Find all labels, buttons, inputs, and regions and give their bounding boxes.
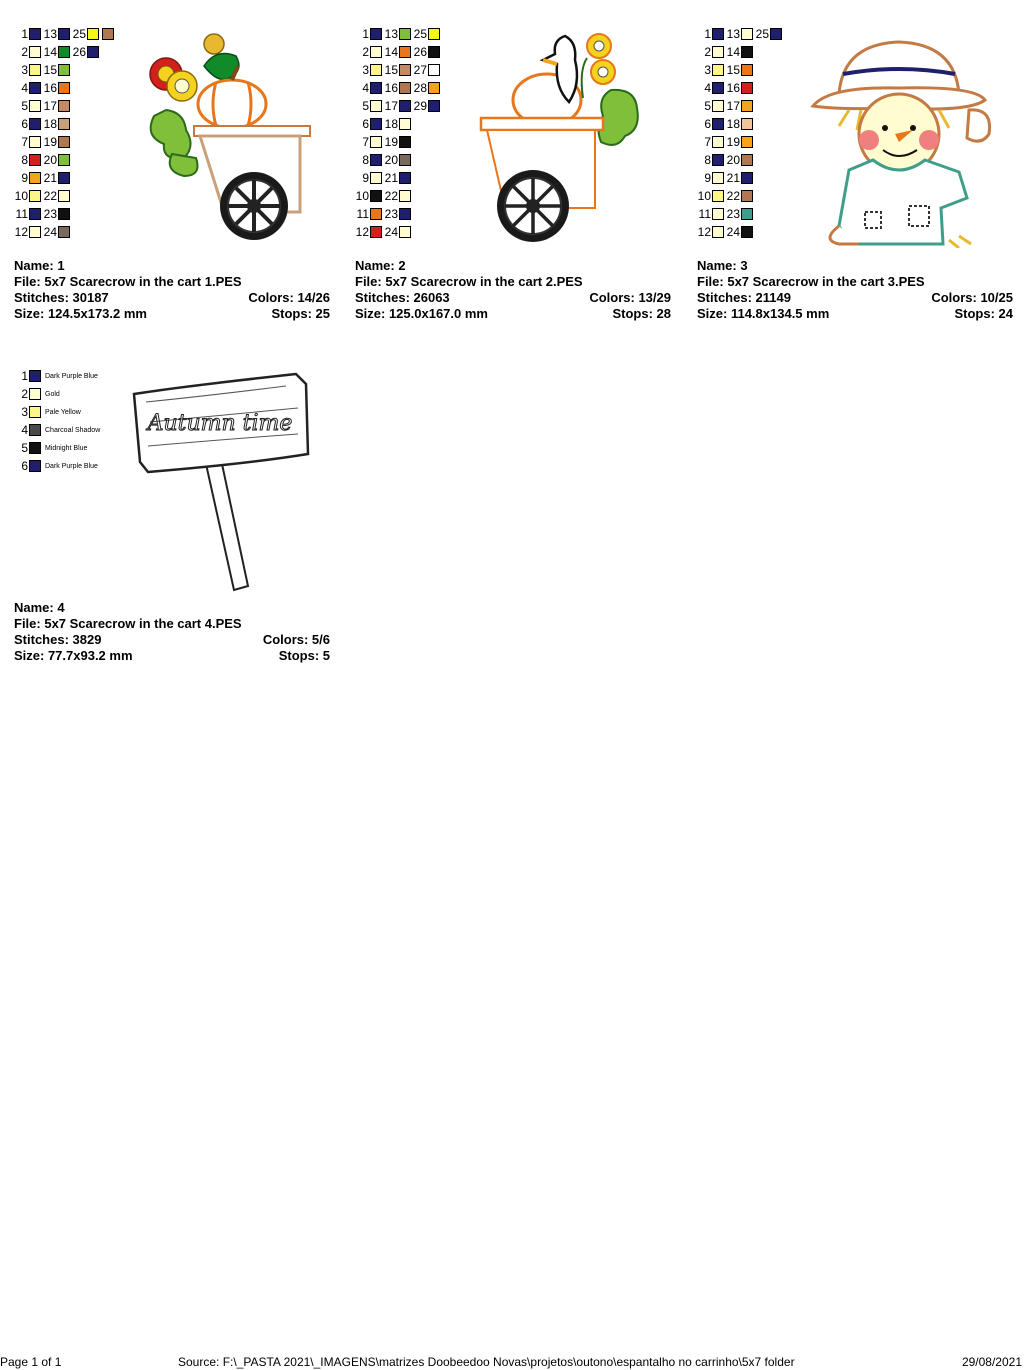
palette-row	[14, 62, 70, 78]
palette-row	[355, 152, 411, 168]
palette-row	[14, 98, 70, 114]
design-preview-image	[477, 30, 663, 246]
palette-number: 21	[384, 171, 398, 185]
palette-number: 13	[384, 27, 398, 41]
color-swatch	[741, 118, 753, 130]
color-swatch	[29, 424, 41, 436]
color-swatch	[712, 28, 724, 40]
design-name: Name: 3	[697, 258, 748, 273]
color-swatch	[399, 64, 411, 76]
color-swatch	[58, 46, 70, 58]
palette-number: 8	[21, 153, 28, 167]
color-swatch	[741, 226, 753, 238]
palette-row	[14, 26, 114, 42]
palette-row	[697, 80, 753, 96]
color-swatch	[399, 46, 411, 58]
color-swatch	[741, 136, 753, 148]
palette-number: 1	[21, 369, 28, 383]
color-swatch	[428, 100, 440, 112]
color-swatch	[399, 190, 411, 202]
palette-number: 2	[704, 45, 711, 59]
palette-row	[697, 134, 753, 150]
color-swatch	[399, 100, 411, 112]
palette-number: 23	[726, 207, 740, 221]
color-swatch	[29, 226, 41, 238]
color-swatch	[741, 154, 753, 166]
palette-row	[355, 80, 440, 96]
color-swatch	[428, 82, 440, 94]
palette-number: 5	[704, 99, 711, 113]
color-swatch	[741, 28, 753, 40]
palette-number: 7	[362, 135, 369, 149]
palette-row	[697, 170, 753, 186]
stitch-count: Stitches: 26063	[355, 290, 450, 305]
palette-number: 16	[43, 81, 57, 95]
stop-count: Stops: 28	[612, 306, 671, 321]
stop-count: Stops: 24	[954, 306, 1013, 321]
palette-row	[14, 386, 60, 402]
design-card-3	[697, 26, 1013, 356]
color-swatch	[29, 172, 41, 184]
palette-number: 22	[726, 189, 740, 203]
palette-number: 1	[704, 27, 711, 41]
palette-row	[355, 26, 440, 42]
palette-number: 14	[384, 45, 398, 59]
color-swatch	[399, 154, 411, 166]
palette-number: 7	[704, 135, 711, 149]
palette-number: 23	[384, 207, 398, 221]
color-swatch	[370, 100, 382, 112]
color-swatch	[58, 226, 70, 238]
color-name: Pale Yellow	[45, 408, 81, 416]
palette-number: 25	[755, 27, 769, 41]
palette-number: 20	[384, 153, 398, 167]
palette-number: 3	[21, 63, 28, 77]
color-count: Colors: 5/6	[262, 632, 330, 647]
palette-number: 23	[43, 207, 57, 221]
color-swatch	[58, 190, 70, 202]
palette-number: 4	[704, 81, 711, 95]
color-swatch	[399, 82, 411, 94]
color-swatch	[399, 226, 411, 238]
color-swatch	[712, 64, 724, 76]
palette-row	[355, 170, 411, 186]
color-swatch	[370, 46, 382, 58]
design-card-2	[355, 26, 671, 356]
palette-number: 10	[355, 189, 369, 203]
palette-number: 19	[384, 135, 398, 149]
color-swatch	[428, 64, 440, 76]
color-swatch	[712, 172, 724, 184]
color-swatch	[399, 136, 411, 148]
palette-number: 25	[413, 27, 427, 41]
color-swatch	[741, 82, 753, 94]
palette-row	[697, 62, 753, 78]
palette-number: 3	[21, 405, 28, 419]
color-swatch	[399, 208, 411, 220]
palette-row	[14, 404, 81, 420]
color-swatch	[741, 64, 753, 76]
design-size: Size: 125.0x167.0 mm	[355, 306, 488, 321]
palette-row	[355, 206, 411, 222]
color-swatch	[370, 82, 382, 94]
palette-number: 15	[43, 63, 57, 77]
color-swatch	[58, 172, 70, 184]
stop-count: Stops: 25	[271, 306, 330, 321]
color-swatch	[29, 460, 41, 472]
color-swatch	[58, 82, 70, 94]
palette-number: 29	[413, 99, 427, 113]
stop-count: Stops: 5	[278, 648, 330, 663]
color-swatch	[370, 64, 382, 76]
color-swatch	[712, 82, 724, 94]
palette-row	[697, 224, 753, 240]
palette-row	[697, 116, 753, 132]
design-preview-image	[809, 30, 999, 248]
color-swatch	[58, 100, 70, 112]
palette-number: 18	[726, 117, 740, 131]
color-swatch	[370, 118, 382, 130]
palette-number: 7	[21, 135, 28, 149]
color-swatch	[29, 406, 41, 418]
palette-row	[14, 422, 100, 438]
palette-number: 15	[726, 63, 740, 77]
palette-number: 24	[384, 225, 398, 239]
palette-row	[14, 440, 87, 456]
palette-row	[14, 458, 98, 474]
color-swatch	[370, 28, 382, 40]
palette-number: 21	[726, 171, 740, 185]
color-swatch	[29, 64, 41, 76]
palette-number: 13	[43, 27, 57, 41]
palette-number: 14	[726, 45, 740, 59]
palette-number: 25	[72, 27, 86, 41]
palette-number: 1	[362, 27, 369, 41]
palette-number: 11	[698, 207, 711, 221]
palette-number: 5	[21, 441, 28, 455]
palette-number: 11	[15, 207, 28, 221]
palette-number: 8	[704, 153, 711, 167]
design-info	[14, 600, 330, 664]
design-card-1	[14, 26, 330, 356]
palette-number: 11	[356, 207, 369, 221]
palette-row	[14, 368, 98, 384]
palette-row	[14, 80, 70, 96]
palette-row	[355, 134, 411, 150]
color-count: Colors: 13/29	[589, 290, 671, 305]
color-swatch	[370, 226, 382, 238]
print-date: 29/08/2021	[961, 1355, 1022, 1369]
design-size: Size: 124.5x173.2 mm	[14, 306, 147, 321]
palette-number: 18	[384, 117, 398, 131]
palette-number: 9	[704, 171, 711, 185]
color-swatch	[428, 28, 440, 40]
palette-number: 18	[43, 117, 57, 131]
palette-number: 16	[726, 81, 740, 95]
palette-number: 17	[726, 99, 740, 113]
color-name: Charcoal Shadow	[45, 426, 101, 434]
palette-number: 12	[14, 225, 28, 239]
color-swatch	[29, 46, 41, 58]
color-swatch	[29, 388, 41, 400]
palette-row	[355, 44, 440, 60]
palette-number: 17	[384, 99, 398, 113]
color-swatch	[741, 190, 753, 202]
color-swatch	[58, 28, 70, 40]
color-swatch	[29, 442, 41, 454]
color-swatch	[58, 154, 70, 166]
color-swatch	[370, 172, 382, 184]
color-swatch	[29, 82, 41, 94]
color-swatch	[399, 28, 411, 40]
color-swatch	[58, 118, 70, 130]
palette-number: 2	[21, 45, 28, 59]
source-path: Source: F:\_PASTA 2021\_IMAGENS\matrizes Doobeedoo Novas\projetos\outono\espantalho no carrinho\5x7 folder	[178, 1355, 795, 1369]
palette-number: 12	[355, 225, 369, 239]
palette-number: 8	[362, 153, 369, 167]
palette-number: 5	[21, 99, 28, 113]
color-swatch	[428, 46, 440, 58]
design-info	[355, 258, 671, 322]
palette-number: 20	[726, 153, 740, 167]
palette-row	[14, 116, 70, 132]
design-file: File: 5x7 Scarecrow in the cart 1.PES	[14, 274, 242, 289]
design-file: File: 5x7 Scarecrow in the cart 4.PES	[14, 616, 242, 631]
palette-row	[697, 44, 753, 60]
color-swatch	[370, 136, 382, 148]
palette-number: 12	[697, 225, 711, 239]
palette-number: 21	[43, 171, 57, 185]
design-name: Name: 2	[355, 258, 406, 273]
color-swatch	[87, 28, 99, 40]
color-swatch	[741, 100, 753, 112]
palette-row	[14, 224, 70, 240]
color-swatch	[58, 136, 70, 148]
color-swatch	[741, 172, 753, 184]
palette-row	[14, 188, 70, 204]
palette-row	[697, 98, 753, 114]
palette-number: 4	[21, 423, 28, 437]
color-swatch	[29, 190, 41, 202]
palette-number: 3	[704, 63, 711, 77]
color-swatch	[29, 136, 41, 148]
palette-number: 4	[21, 81, 28, 95]
design-preview-image	[126, 368, 316, 594]
color-swatch	[29, 118, 41, 130]
color-swatch	[712, 118, 724, 130]
design-size: Size: 77.7x93.2 mm	[14, 648, 133, 663]
color-swatch	[58, 208, 70, 220]
color-swatch	[370, 154, 382, 166]
palette-number: 6	[21, 117, 28, 131]
palette-number: 3	[362, 63, 369, 77]
palette-number: 15	[384, 63, 398, 77]
color-swatch	[741, 208, 753, 220]
palette-row	[14, 152, 70, 168]
color-swatch	[29, 28, 41, 40]
color-swatch	[712, 100, 724, 112]
palette-row	[697, 206, 753, 222]
color-swatch	[58, 64, 70, 76]
palette-number: 28	[413, 81, 427, 95]
palette-row	[355, 98, 440, 114]
color-swatch	[712, 154, 724, 166]
color-swatch	[29, 154, 41, 166]
design-name: Name: 1	[14, 258, 65, 273]
palette-number: 14	[43, 45, 57, 59]
palette-number: 2	[362, 45, 369, 59]
color-swatch	[770, 28, 782, 40]
design-file: File: 5x7 Scarecrow in the cart 2.PES	[355, 274, 583, 289]
sign-text: Autumn time	[147, 411, 293, 436]
color-swatch	[29, 208, 41, 220]
palette-number: 6	[362, 117, 369, 131]
stitch-count: Stitches: 21149	[697, 290, 791, 305]
color-swatch	[741, 46, 753, 58]
design-info	[697, 258, 1013, 322]
palette-row	[697, 188, 753, 204]
palette-number: 24	[726, 225, 740, 239]
palette-number: 13	[726, 27, 740, 41]
palette-number: 4	[362, 81, 369, 95]
palette-number: 27	[413, 63, 427, 77]
palette-number: 26	[72, 45, 86, 59]
color-count: Colors: 14/26	[248, 290, 330, 305]
color-swatch	[102, 28, 114, 40]
palette-number: 16	[384, 81, 398, 95]
stitch-count: Stitches: 3829	[14, 632, 102, 647]
palette-number: 9	[21, 171, 28, 185]
design-preview-image	[144, 26, 330, 246]
palette-number: 22	[43, 189, 57, 203]
color-swatch	[370, 190, 382, 202]
color-name: Dark Purple Blue	[45, 372, 98, 380]
palette-row	[14, 206, 70, 222]
design-name: Name: 4	[14, 600, 65, 615]
palette-number: 9	[362, 171, 369, 185]
palette-number: 19	[43, 135, 57, 149]
color-swatch	[399, 172, 411, 184]
palette-number: 2	[21, 387, 28, 401]
color-name: Gold	[45, 390, 60, 398]
palette-number: 6	[704, 117, 711, 131]
stitch-count: Stitches: 30187	[14, 290, 109, 305]
color-swatch	[87, 46, 99, 58]
palette-number: 10	[697, 189, 711, 203]
page-number: Page 1 of 1	[0, 1355, 62, 1369]
color-count: Colors: 10/25	[931, 290, 1013, 305]
design-file: File: 5x7 Scarecrow in the cart 3.PES	[697, 274, 925, 289]
palette-number: 19	[726, 135, 740, 149]
color-swatch	[712, 190, 724, 202]
palette-number: 20	[43, 153, 57, 167]
palette-row	[355, 224, 411, 240]
palette-number: 1	[21, 27, 28, 41]
design-card-4	[14, 368, 330, 698]
color-swatch	[370, 208, 382, 220]
color-swatch	[29, 370, 41, 382]
palette-row	[355, 62, 440, 78]
color-name: Midnight Blue	[45, 444, 88, 452]
color-name: Dark Purple Blue	[45, 462, 98, 470]
color-swatch	[712, 136, 724, 148]
color-swatch	[29, 100, 41, 112]
design-info	[14, 258, 330, 322]
color-swatch	[712, 208, 724, 220]
palette-row	[14, 134, 70, 150]
palette-number: 17	[43, 99, 57, 113]
color-swatch	[399, 118, 411, 130]
palette-number: 24	[43, 225, 57, 239]
color-swatch	[712, 226, 724, 238]
palette-number: 10	[14, 189, 28, 203]
palette-number: 22	[384, 189, 398, 203]
palette-row	[14, 170, 70, 186]
palette-row	[697, 152, 753, 168]
palette-row	[355, 188, 411, 204]
palette-number: 6	[21, 459, 28, 473]
palette-number: 5	[362, 99, 369, 113]
design-size: Size: 114.8x134.5 mm	[697, 306, 830, 321]
palette-row	[355, 116, 411, 132]
palette-row	[14, 44, 99, 60]
palette-row	[697, 26, 782, 42]
palette-number: 26	[413, 45, 427, 59]
color-swatch	[712, 46, 724, 58]
